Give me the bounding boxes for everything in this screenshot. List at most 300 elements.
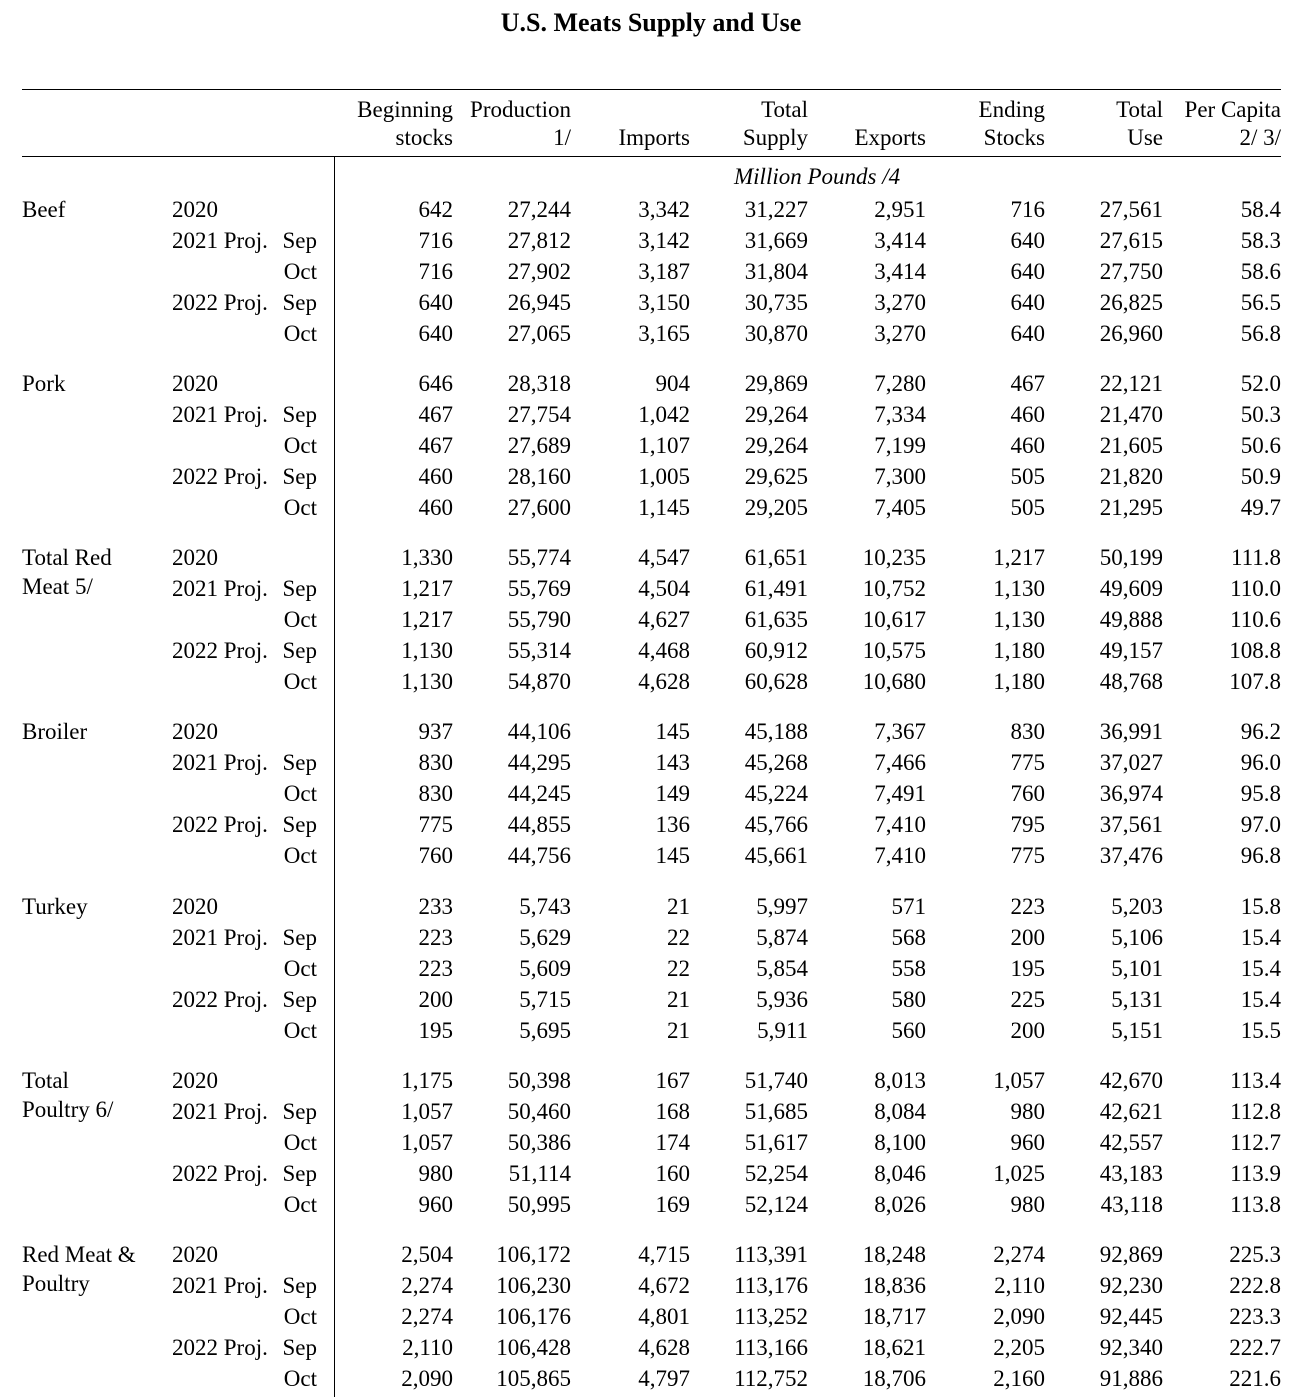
table-cell: 50,460	[507, 1099, 571, 1124]
table-cell: 640	[1010, 290, 1045, 315]
table-cell: 1,130	[401, 669, 453, 694]
table-cell: 51,617	[744, 1130, 808, 1155]
table-cell: 8,046	[874, 1161, 926, 1186]
table-cell: 937	[418, 719, 453, 744]
table-cell: 8,026	[874, 1192, 926, 1217]
table-cell: 50,199	[1099, 545, 1163, 570]
table-cell: 92,340	[1099, 1335, 1163, 1360]
table-cell: 44,245	[507, 781, 571, 806]
table-cell: 1,130	[993, 576, 1045, 601]
table-cell: 107.8	[1229, 669, 1281, 694]
table-cell: 45,268	[744, 750, 808, 775]
table-cell: 1,057	[401, 1099, 453, 1124]
table-cell: 50.3	[1240, 402, 1281, 427]
table-cell: 467	[418, 433, 453, 458]
table-cell: 5,997	[756, 894, 808, 919]
table-cell: 223	[1010, 894, 1045, 919]
table-cell: 42,557	[1099, 1130, 1163, 1155]
table-cell: 5,911	[757, 1018, 808, 1043]
table-cell: 106,172	[496, 1242, 571, 1267]
table-cell: 52,254	[744, 1161, 808, 1186]
table-cell: 55,314	[507, 638, 571, 663]
table-cell: 3,270	[874, 290, 926, 315]
table-cell: 21	[667, 987, 690, 1012]
table-cell: 3,165	[638, 321, 690, 346]
group-label: Beef	[22, 197, 66, 222]
table-cell: 580	[891, 987, 926, 1012]
table-cell: 29,869	[744, 371, 808, 396]
column-header-line1: Beginning	[357, 97, 453, 122]
table-cell: 10,680	[862, 669, 926, 694]
table-cell: 15.5	[1240, 1018, 1281, 1043]
table-cell: 1,025	[993, 1161, 1045, 1186]
table-cell: 55,790	[507, 607, 571, 632]
table-cell: 45,766	[744, 812, 808, 837]
table-cell: 225.3	[1229, 1242, 1281, 1267]
table-cell: 112,752	[734, 1366, 808, 1391]
table-cell: 60,912	[744, 638, 808, 663]
table-cell: 27,812	[507, 228, 571, 253]
table-cell: 5,609	[519, 956, 571, 981]
table-cell: 5,203	[1111, 894, 1163, 919]
table-cell: 58.3	[1240, 228, 1281, 253]
table-cell: 195	[1010, 956, 1045, 981]
row-month-label: Sep	[282, 925, 317, 950]
table-cell: 460	[1010, 402, 1045, 427]
table-cell: 27,750	[1099, 259, 1163, 284]
column-divider	[334, 873, 335, 1049]
group-label: Pork	[22, 371, 66, 396]
table-cell: 1,130	[401, 638, 453, 663]
table-cell: 22,121	[1099, 371, 1163, 396]
table-cell: 1,180	[993, 638, 1045, 663]
table-cell: 56.5	[1240, 290, 1281, 315]
table-cell: 56.8	[1240, 321, 1281, 346]
column-header-line2: 1/	[553, 125, 571, 150]
table-cell: 223	[418, 956, 453, 981]
table-cell: 54,870	[507, 669, 571, 694]
table-cell: 21	[667, 1018, 690, 1043]
table-cell: 200	[1010, 925, 1045, 950]
table-cell: 36,974	[1099, 781, 1163, 806]
table-cell: 27,689	[507, 433, 571, 458]
table-cell: 61,651	[744, 545, 808, 570]
table-cell: 37,561	[1099, 812, 1163, 837]
table-cell: 1,057	[401, 1130, 453, 1155]
table-cell: 27,244	[507, 197, 571, 222]
table-cell: 31,669	[744, 228, 808, 253]
table-cell: 168	[655, 1099, 690, 1124]
table-cell: 50,386	[507, 1130, 571, 1155]
row-year-label: 2022 Proj.	[172, 290, 268, 315]
table-cell: 113.8	[1230, 1192, 1281, 1217]
table-cell: 108.8	[1229, 638, 1281, 663]
table-cell: 2,274	[401, 1273, 453, 1298]
table-cell: 45,224	[744, 781, 808, 806]
table-cell: 4,627	[638, 607, 690, 632]
table-cell: 42,621	[1099, 1099, 1163, 1124]
table-cell: 18,248	[862, 1242, 926, 1267]
table-cell: 110.0	[1230, 576, 1281, 601]
row-year-label: 2022 Proj.	[172, 638, 268, 663]
table-cell: 4,547	[638, 545, 690, 570]
table-cell: 15.4	[1240, 987, 1281, 1012]
column-header-line1: Total	[761, 97, 808, 122]
table-cell: 2,274	[401, 1304, 453, 1329]
table-cell: 2,160	[993, 1366, 1045, 1391]
row-month-label: Oct	[283, 669, 317, 694]
table-cell: 29,625	[744, 464, 808, 489]
row-year-label: 2020	[172, 371, 218, 396]
table-cell: 4,801	[638, 1304, 690, 1329]
table-cell: 106,176	[496, 1304, 571, 1329]
row-year-label: 2020	[172, 894, 218, 919]
table-cell: 50.9	[1240, 464, 1281, 489]
table-cell: 15.4	[1240, 956, 1281, 981]
table-cell: 49,157	[1099, 638, 1163, 663]
table-cell: 31,227	[744, 197, 808, 222]
table-cell: 1,130	[993, 607, 1045, 632]
table-cell: 10,752	[862, 576, 926, 601]
table-cell: 113,391	[734, 1242, 808, 1267]
table-cell: 26,945	[507, 290, 571, 315]
table-cell: 106,230	[496, 1273, 571, 1298]
table-cell: 200	[418, 987, 453, 1012]
table-cell: 167	[655, 1068, 690, 1093]
column-header-line2: Imports	[618, 125, 690, 150]
table-cell: 716	[1010, 197, 1045, 222]
column-divider	[334, 1221, 335, 1397]
table-cell: 1,042	[638, 402, 690, 427]
table-cell: 27,615	[1099, 228, 1163, 253]
table-cell: 4,468	[638, 638, 690, 663]
table-cell: 5,101	[1111, 956, 1163, 981]
group-label: Broiler	[22, 719, 88, 744]
row-month-label: Sep	[282, 1161, 317, 1186]
table-cell: 3,187	[638, 259, 690, 284]
column-header-line2: Stocks	[983, 125, 1045, 150]
table-cell: 10,575	[862, 638, 926, 663]
row-year-label: 2020	[172, 545, 218, 570]
table-cell: 467	[1010, 371, 1045, 396]
table-cell: 4,672	[638, 1273, 690, 1298]
table-cell: 49.7	[1240, 495, 1281, 520]
header-rule	[22, 156, 1281, 157]
column-header-line2: Exports	[854, 125, 926, 150]
row-year-label: 2021 Proj.	[172, 1099, 268, 1124]
table-cell: 505	[1010, 464, 1045, 489]
table-cell: 55,774	[507, 545, 571, 570]
table-cell: 8,100	[874, 1130, 926, 1155]
table-cell: 7,300	[874, 464, 926, 489]
row-year-label: 2020	[172, 197, 218, 222]
table-cell: 43,183	[1099, 1161, 1163, 1186]
table-cell: 980	[1010, 1192, 1045, 1217]
table-cell: 44,855	[507, 812, 571, 837]
row-year-label: 2021 Proj.	[172, 228, 268, 253]
table-cell: 51,740	[744, 1068, 808, 1093]
table-cell: 174	[655, 1130, 690, 1155]
table-cell: 22	[667, 925, 690, 950]
table-cell: 105,865	[496, 1366, 571, 1391]
table-cell: 21,605	[1099, 433, 1163, 458]
table-cell: 51,114	[508, 1161, 571, 1186]
table-cell: 27,065	[507, 321, 571, 346]
table-cell: 10,235	[862, 545, 926, 570]
table-cell: 149	[655, 781, 690, 806]
table-cell: 49,609	[1099, 576, 1163, 601]
table-cell: 7,466	[874, 750, 926, 775]
group-label: Meat 5/	[22, 574, 93, 599]
table-cell: 28,160	[507, 464, 571, 489]
table-cell: 145	[655, 719, 690, 744]
table-cell: 2,090	[993, 1304, 1045, 1329]
table-cell: 222.8	[1229, 1273, 1281, 1298]
row-year-label: 2021 Proj.	[172, 750, 268, 775]
row-month-label: Sep	[282, 987, 317, 1012]
table-cell: 96.2	[1240, 719, 1281, 744]
page-title: U.S. Meats Supply and Use	[500, 8, 802, 37]
table-cell: 44,106	[507, 719, 571, 744]
table-cell: 830	[418, 781, 453, 806]
table-cell: 795	[1010, 812, 1045, 837]
table-cell: 2,090	[401, 1366, 453, 1391]
table-cell: 8,013	[874, 1068, 926, 1093]
row-month-label: Sep	[282, 1099, 317, 1124]
row-month-label: Oct	[283, 1304, 317, 1329]
table-cell: 775	[1010, 750, 1045, 775]
table-cell: 27,754	[507, 402, 571, 427]
table-cell: 4,797	[638, 1366, 690, 1391]
table-cell: 642	[418, 197, 453, 222]
table-cell: 7,405	[874, 495, 926, 520]
column-header-line2: Supply	[742, 125, 808, 150]
table-cell: 29,205	[744, 495, 808, 520]
table-cell: 1,217	[401, 607, 453, 632]
table-cell: 22	[667, 956, 690, 981]
table-cell: 44,756	[507, 843, 571, 868]
column-header-line1: Per Capita	[1184, 97, 1281, 122]
table-cell: 640	[1010, 228, 1045, 253]
row-month-label: Oct	[283, 1130, 317, 1155]
table-cell: 4,715	[638, 1242, 690, 1267]
table-cell: 43,118	[1100, 1192, 1163, 1217]
unit-label: Million Pounds /4	[734, 164, 901, 189]
table-cell: 640	[418, 321, 453, 346]
table-cell: 18,621	[862, 1335, 926, 1360]
table-cell: 3,342	[638, 197, 690, 222]
table-cell: 110.6	[1230, 607, 1281, 632]
table-cell: 195	[418, 1018, 453, 1043]
table-cell: 775	[1010, 843, 1045, 868]
table-cell: 113.9	[1230, 1161, 1281, 1186]
table-cell: 1,145	[638, 495, 690, 520]
table-cell: 27,561	[1099, 197, 1163, 222]
table-cell: 568	[891, 925, 926, 950]
table-cell: 4,504	[638, 576, 690, 601]
row-month-label: Oct	[283, 1366, 317, 1391]
table-cell: 7,280	[874, 371, 926, 396]
row-month-label: Sep	[282, 228, 317, 253]
table-cell: 1,330	[401, 545, 453, 570]
table-cell: 1,057	[993, 1068, 1045, 1093]
group-label: Poultry 6/	[22, 1097, 114, 1122]
table-cell: 2,504	[401, 1242, 453, 1267]
table-cell: 7,199	[874, 433, 926, 458]
table-cell: 8,084	[874, 1099, 926, 1124]
table-cell: 460	[418, 495, 453, 520]
column-divider	[334, 524, 335, 700]
table-cell: 830	[1010, 719, 1045, 744]
row-month-label: Oct	[283, 495, 317, 520]
table-cell: 96.0	[1240, 750, 1281, 775]
row-month-label: Oct	[283, 259, 317, 284]
table-cell: 760	[1010, 781, 1045, 806]
table-cell: 50,398	[507, 1068, 571, 1093]
table-cell: 18,717	[862, 1304, 926, 1329]
table-cell: 5,131	[1111, 987, 1163, 1012]
group-label: Poultry	[22, 1271, 90, 1296]
table-cell: 460	[1010, 433, 1045, 458]
row-month-label: Oct	[283, 321, 317, 346]
table-cell: 61,491	[744, 576, 808, 601]
table-cell: 28,318	[507, 371, 571, 396]
row-year-label: 2021 Proj.	[172, 576, 268, 601]
table-cell: 52,124	[744, 1192, 808, 1217]
table-cell: 222.7	[1229, 1335, 1281, 1360]
table-cell: 5,743	[519, 894, 571, 919]
table-cell: 960	[418, 1192, 453, 1217]
table-cell: 1,217	[401, 576, 453, 601]
table-cell: 143	[655, 750, 690, 775]
table-cell: 225	[1010, 987, 1045, 1012]
row-year-label: 2020	[172, 1242, 218, 1267]
table-cell: 45,661	[744, 843, 808, 868]
table-cell: 2,205	[993, 1335, 1045, 1360]
table-cell: 571	[891, 894, 926, 919]
row-month-label: Sep	[282, 812, 317, 837]
table-cell: 92,230	[1099, 1273, 1163, 1298]
table-cell: 61,635	[744, 607, 808, 632]
table-cell: 233	[418, 894, 453, 919]
table-cell: 980	[1010, 1099, 1045, 1124]
table-cell: 7,491	[874, 781, 926, 806]
table-cell: 7,367	[874, 719, 926, 744]
table-cell: 49,888	[1099, 607, 1163, 632]
table-cell: 18,706	[862, 1366, 926, 1391]
table-cell: 58.4	[1240, 197, 1281, 222]
table-cell: 5,629	[519, 925, 571, 950]
table-cell: 3,414	[874, 259, 926, 284]
table-cell: 4,628	[638, 669, 690, 694]
table-cell: 5,715	[519, 987, 571, 1012]
row-month-label: Oct	[283, 1192, 317, 1217]
table-cell: 505	[1010, 495, 1045, 520]
table-cell: 5,106	[1111, 925, 1163, 950]
table-cell: 36,991	[1099, 719, 1163, 744]
table-cell: 97.0	[1240, 812, 1281, 837]
table-cell: 4,628	[638, 1335, 690, 1360]
table-cell: 15.4	[1240, 925, 1281, 950]
table-cell: 7,410	[874, 812, 926, 837]
table-cell: 112.8	[1230, 1099, 1281, 1124]
table-cell: 5,151	[1111, 1018, 1163, 1043]
table-cell: 26,825	[1099, 290, 1163, 315]
table-cell: 29,264	[744, 402, 808, 427]
table-cell: 37,476	[1099, 843, 1163, 868]
table-cell: 29,264	[744, 433, 808, 458]
row-year-label: 2020	[172, 719, 218, 744]
table-cell: 640	[1010, 321, 1045, 346]
row-month-label: Sep	[282, 638, 317, 663]
table-cell: 160	[655, 1161, 690, 1186]
table-cell: 27,902	[507, 259, 571, 284]
table-cell: 21,295	[1099, 495, 1163, 520]
table-cell: 113,252	[734, 1304, 808, 1329]
table-cell: 560	[891, 1018, 926, 1043]
table-cell: 112.7	[1230, 1130, 1281, 1155]
table-cell: 92,869	[1099, 1242, 1163, 1267]
row-month-label: Sep	[282, 576, 317, 601]
table-cell: 45,188	[744, 719, 808, 744]
row-year-label: 2021 Proj.	[172, 1273, 268, 1298]
table-cell: 111.8	[1230, 545, 1281, 570]
table-cell: 95.8	[1240, 781, 1281, 806]
table-cell: 60,628	[744, 669, 808, 694]
table-cell: 169	[655, 1192, 690, 1217]
table-cell: 50.6	[1240, 433, 1281, 458]
table-cell: 223	[418, 925, 453, 950]
table-cell: 51,685	[744, 1099, 808, 1124]
table-cell: 15.8	[1240, 894, 1281, 919]
table-cell: 2,274	[993, 1242, 1045, 1267]
table-cell: 1,217	[993, 545, 1045, 570]
column-header-line2: Use	[1127, 125, 1163, 150]
table-cell: 1,005	[638, 464, 690, 489]
table-cell: 50,995	[507, 1192, 571, 1217]
table-cell: 716	[418, 259, 453, 284]
table-cell: 904	[655, 371, 690, 396]
table-cell: 1,175	[401, 1068, 453, 1093]
row-month-label: Sep	[282, 1335, 317, 1360]
group-label: Total Red	[22, 545, 112, 570]
row-year-label: 2020	[172, 1068, 218, 1093]
row-year-label: 2022 Proj.	[172, 812, 268, 837]
table-cell: 223.3	[1229, 1304, 1281, 1329]
row-month-label: Oct	[283, 1018, 317, 1043]
column-divider	[334, 350, 335, 526]
table-cell: 221.6	[1229, 1366, 1281, 1391]
table-cell: 5,936	[756, 987, 808, 1012]
column-header-line1: Production	[470, 97, 571, 122]
table-cell: 558	[891, 956, 926, 981]
table-cell: 26,960	[1099, 321, 1163, 346]
table-cell: 775	[418, 812, 453, 837]
table-cell: 37,027	[1099, 750, 1163, 775]
row-month-label: Oct	[283, 781, 317, 806]
row-year-label: 2022 Proj.	[172, 1335, 268, 1360]
table-cell: 106,428	[496, 1335, 571, 1360]
table-cell: 27,600	[507, 495, 571, 520]
row-month-label: Sep	[282, 402, 317, 427]
table-cell: 830	[418, 750, 453, 775]
table-cell: 113,166	[734, 1335, 808, 1360]
table-cell: 113,176	[734, 1273, 808, 1298]
group-label: Total	[22, 1068, 69, 1093]
top-rule	[22, 89, 1281, 90]
row-month-label: Sep	[282, 464, 317, 489]
table-cell: 7,334	[874, 402, 926, 427]
